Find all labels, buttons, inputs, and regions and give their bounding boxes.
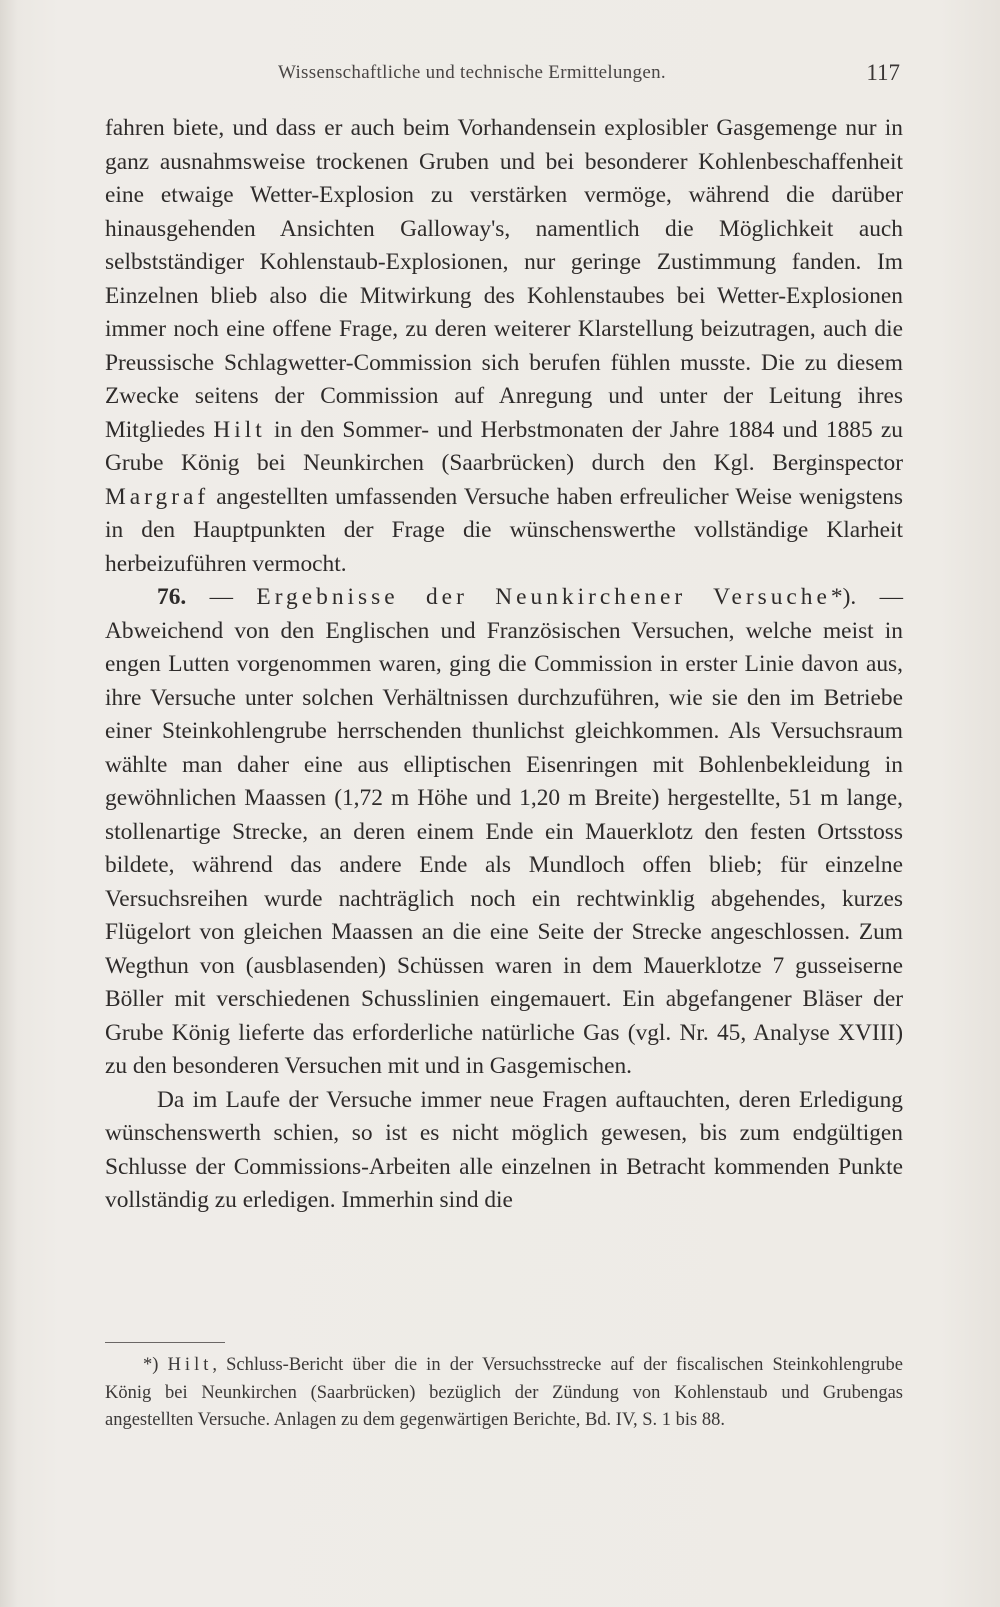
footnote-reference: *). — — [830, 584, 903, 610]
author-name-margraf: Margraf — [105, 483, 210, 510]
paragraph-3 — [105, 1084, 903, 1218]
section-number: 76. — [157, 584, 187, 610]
author-name-hilt: Hilt — [213, 416, 266, 443]
paragraph-1-text-a: fahren biete, und dass er auch beim Vorhandensein explosibler Gasgemenge nur in ganz ausnahmsweise trockenen Gruben und bei besonderer Kohlenbeschaffenheit eine etwaige Wetter-Explosion zu verstärken vermöge, während die darüber hinausgehenden Ansichten Galloway's, namentlich die Möglichkeit auch selbstständiger Kohlenstaub-Explosionen, nur geringe Zustimmung fanden. Im Einzelnen blieb also die Mitwirkung des Kohlenstaubes bei Wetter-Explosionen immer noch eine offene Frage, zu deren weiterer Klarstellung beizutragen, auch die Preussische Schlagwetter-Commission sich berufen fühlen musste. Die zu diesem Zwecke seitens der Commission auf Anregung und unter der Leitung ihres Mitgliedes — [105, 115, 903, 443]
paragraph-2 — [105, 581, 903, 1084]
paragraph-1 — [105, 112, 903, 581]
paragraph-3-text: Da im Laufe der Versuche immer neue Fragen auftauchten, deren Erledigung wünschenswerth schien, so ist es nicht möglich gewesen, bis zum endgültigen Schlusse der Commissions-Arbeiten alle einzelnen in Betracht kommenden Punkte vollständig zu erledigen. Immerhin sind die — [105, 1086, 903, 1213]
body-text — [105, 112, 903, 1218]
page-header — [0, 62, 1000, 92]
page-number: 117 — [866, 60, 900, 85]
paragraph-2-text: Abweichend von den Englischen und Französischen Versuchen, welche meist in engen Lutten vorgenommen waren, ging die Commission in erster Linie davon aus, ihre Versuche unter solchen Verhältnissen durchzuführen, wie sie den im Betriebe einer Steinkohlengrube herrschenden thunlichst gleichkommen. Als Versuchsraum wählte man daher eine aus elliptischen Eisenringen mit Bohlenbekleidung in gewöhnlichen Maassen (1,72 m Höhe und 1,20 m Breite) hergestellte, 51 m lange, stollenartige Strecke, an deren einem Ende ein Mauerklotz den festen Ortsstoss bildete, während das andere Ende als Mundloch offen blieb; für einzelne Versuchsreihen wurde nachträglich noch ein rechtwinklig abgehendes, kurzes Flügelort von gleichen Maassen an die eine Seite der Strecke angeschlossen. Zum Wegthun von (ausblasenden) Schüssen waren in dem Mauerklotze 7 gusseiserne Böller mit verschiedenen Schusslinien eingemauert. Ein abgefangener Bläser der Grube König lieferte das erforderliche natürliche Gas (vgl. Nr. 45, Analyse XVIII) zu den besonderen Versuchen mit und in Gasgemischen. — [105, 617, 903, 1079]
running-head: Wissenschaftliche und technische Ermittelungen. — [278, 62, 666, 83]
footnote-marker: *) — [143, 1355, 168, 1375]
paragraph-1-text-b: in den Sommer- und Herbstmonaten der Jahre 1884 und 1885 zu Grube König bei Neunkirchen (Saarbrücken) durch den Kgl. Berginspector — [105, 416, 903, 476]
footnote-paragraph — [105, 1352, 903, 1435]
footnote-author: Hilt — [167, 1355, 213, 1375]
footnote-divider — [105, 1342, 225, 1343]
section-heading: Ergebnisse der Neunkirchener Versuche — [256, 584, 831, 610]
paragraph-1-text-c: angestellten umfassenden Versuche haben erfreulicher Weise wenigstens in den Hauptpunkten der Frage die wünschenswerthe vollständige Klarheit herbeizuführen vermocht. — [105, 483, 903, 577]
footnote — [105, 1352, 903, 1435]
footnote-text: , Schluss-Bericht über die in der Versuchsstrecke auf der fiscalischen Steinkohlengrube König bei Neunkirchen (Saarbrücken) bezüglich der Zündung von Kohlenstaub und Grubengas angestellten Versuche. Anlagen zu dem gegenwärtigen Berichte, Bd. IV, S. 1 bis 88. — [105, 1355, 903, 1431]
section-dash: — — [186, 584, 257, 610]
